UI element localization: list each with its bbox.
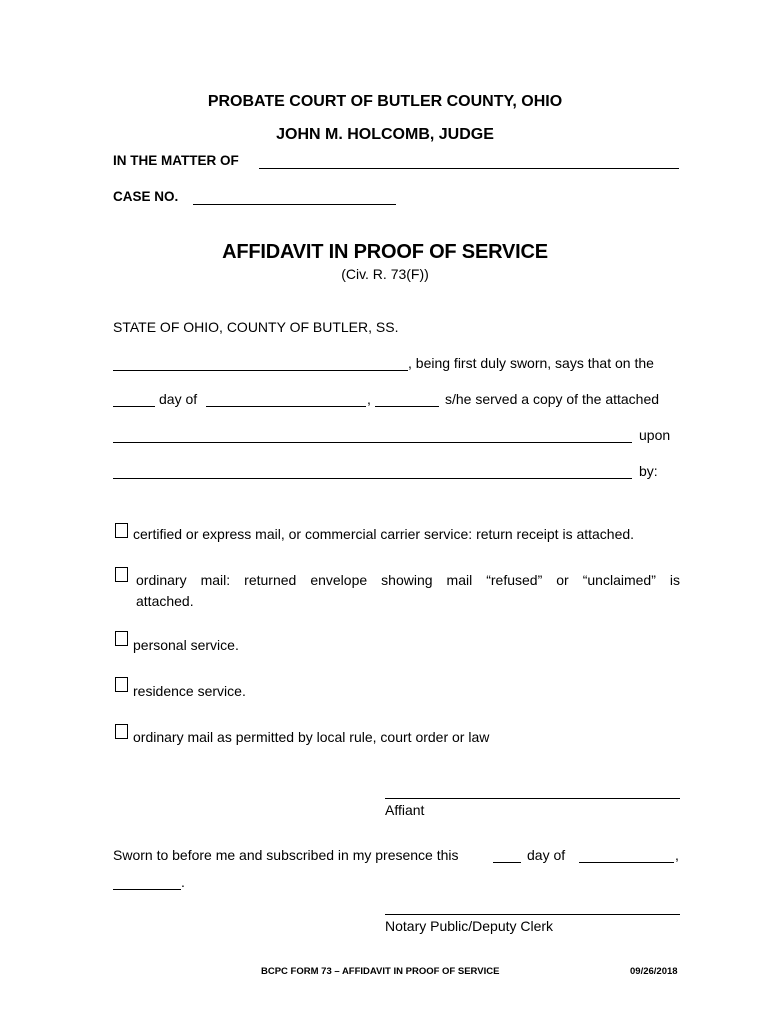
personal-service-label: personal service.: [133, 637, 239, 653]
comma-text: ,: [367, 391, 371, 407]
notary-day-of-text: day of: [527, 847, 566, 863]
form-identifier: BCPC FORM 73 – AFFIDAVIT IN PROOF OF SERVICE: [261, 966, 500, 977]
service-month-field[interactable]: [206, 406, 366, 407]
document-title: AFFIDAVIT IN PROOF OF SERVICE: [222, 241, 548, 263]
upon-text: upon: [639, 427, 671, 443]
residence-service-checkbox[interactable]: [115, 677, 128, 692]
judge-name: JOHN M. HOLCOMB, JUDGE: [276, 126, 494, 143]
notary-signature-line[interactable]: [385, 914, 680, 915]
ordinary-mail-local-rule-checkbox[interactable]: [115, 724, 128, 739]
certified-mail-label: certified or express mail, or commercial carrier service: return receipt is attached.: [133, 526, 635, 542]
certified-mail-checkbox[interactable]: [115, 523, 128, 538]
served-party-field[interactable]: [113, 478, 632, 479]
civil-rule-reference: (Civ. R. 73(F)): [341, 266, 429, 282]
court-name: PROBATE COURT OF BUTLER COUNTY, OHIO: [207, 93, 563, 110]
sworn-text: , being first duly sworn, says that on the: [408, 355, 654, 371]
sworn-before-text: Sworn to before me and subscribed in my presence this: [113, 847, 459, 863]
notary-day-field[interactable]: [493, 862, 521, 863]
document-served-field[interactable]: [113, 442, 632, 443]
notary-year-field[interactable]: [113, 889, 181, 890]
venue-statement: STATE OF OHIO, COUNTY OF BUTLER, SS.: [113, 319, 399, 335]
matter-label: IN THE MATTER OF: [113, 153, 239, 168]
day-of-text: day of: [159, 391, 198, 407]
served-text: s/he served a copy of the attached: [445, 391, 660, 407]
affiant-label: Affiant: [385, 802, 425, 818]
by-text: by:: [639, 463, 658, 479]
ordinary-mail-returned-checkbox[interactable]: [115, 567, 128, 582]
affiant-name-field[interactable]: [113, 370, 408, 371]
ordinary-mail-returned-label: ordinary mail: returned envelope showing mail “refused” or “unclaimed” is: [136, 572, 680, 588]
residence-service-label: residence service.: [133, 683, 246, 699]
notary-label: Notary Public/Deputy Clerk: [385, 918, 554, 934]
form-revision-date: 09/26/2018: [630, 966, 678, 977]
notary-comma-text: ,: [675, 847, 679, 863]
case-number-label: CASE NO.: [113, 189, 179, 204]
service-year-field[interactable]: [375, 406, 439, 407]
personal-service-checkbox[interactable]: [115, 631, 128, 646]
service-day-field[interactable]: [113, 406, 155, 407]
ordinary-mail-local-rule-label: ordinary mail as permitted by local rule, court order or law: [133, 729, 490, 745]
matter-field[interactable]: [259, 168, 679, 169]
ordinary-mail-returned-label-cont: attached.: [136, 593, 194, 609]
affiant-signature-line[interactable]: [385, 798, 680, 799]
case-number-field[interactable]: [193, 204, 396, 205]
notary-month-field[interactable]: [579, 862, 674, 863]
notary-period-text: .: [181, 874, 185, 890]
